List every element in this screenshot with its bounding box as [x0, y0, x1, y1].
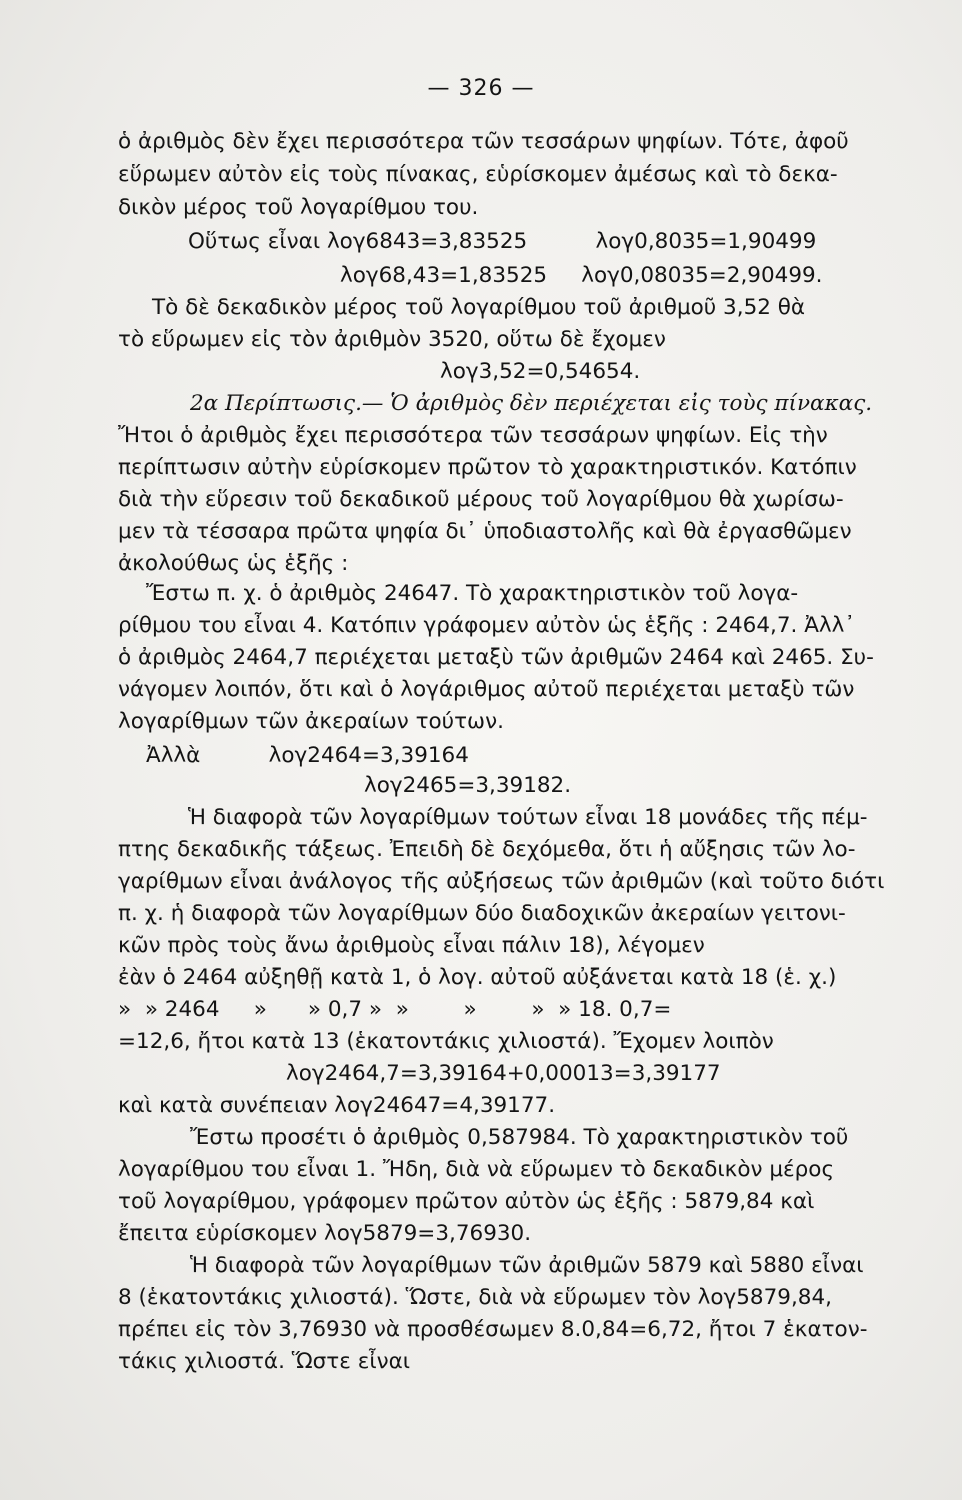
text-line: γαρίθμων εἶναι ἀνάλογος τῆς αὐξήσεως τῶν ἀριθμῶν (καὶ τοῦτο διότι — [118, 869, 885, 894]
text-line: εὕρωμεν αὐτὸν εἰς τοὺς πίνακας, εὑρίσκομεν ἀμέσως καὶ τὸ δεκα- — [118, 162, 838, 187]
text-line: πτης δεκαδικῆς τάξεως. Ἐπειδὴ δὲ δεχόμεθα, ὅτι ἡ αὔξησις τῶν λο- — [118, 837, 856, 862]
page-number: — 326 — — [427, 76, 535, 101]
equation-line: λογ2464,7=3,39164+0,00013=3,39177 — [286, 1061, 721, 1086]
text-line: Ἔστω προσέτι ὁ ἀριθμὸς 0,587984. Τὸ χαρακτηριστικὸν τοῦ — [190, 1125, 849, 1150]
equation-line: λογ3,52=0,54654. — [440, 359, 641, 384]
text-line: Ἡ διαφορὰ τῶν λογαρίθμων τούτων εἶναι 18 μονάδες τῆς πέμ- — [188, 805, 868, 830]
text-line: Ἤτοι ὁ ἀριθμὸς ἔχει περισσότερα τῶν τεσσάρων ψηφίων. Εἰς τὴν — [118, 423, 828, 448]
text-line: διὰ τὴν εὕρεσιν τοῦ δεκαδικοῦ μέρους τοῦ λογαρίθμου θὰ χωρίσω- — [118, 487, 844, 512]
text-line: ἐὰν ὁ 2464 αὐξηθῇ κατὰ 1, ὁ λογ. αὐτοῦ αὐξάνεται κατὰ 18 (ἑ. χ.) — [118, 965, 837, 990]
text-line: ἔπειτα εὑρίσκομεν λογ5879=3,76930. — [118, 1221, 532, 1246]
text-line: =12,6, ἤτοι κατὰ 13 (ἑκατοντάκις χιλιοστά). Ἔχομεν λοιπὸν — [118, 1029, 774, 1054]
text-line: τοῦ λογαρίθμου, γράφομεν πρῶτον αὐτὸν ὡς ἑξῆς : 5879,84 καὶ — [118, 1189, 815, 1214]
text-line: Ἔστω π. χ. ὁ ἀριθμὸς 24647. Τὸ χαρακτηριστικὸν τοῦ λογα- — [146, 581, 799, 606]
text-line: περίπτωσιν αὐτὴν εὑρίσκομεν πρῶτον τὸ χαρακτηριστικόν. Κατόπιν — [118, 455, 857, 480]
text-line: λογαρίθμου του εἶναι 1. Ἤδη, διὰ νὰ εὕρωμεν τὸ δεκαδικὸν μέρος — [118, 1157, 835, 1182]
text-line: 8 (ἑκατοντάκις χιλιοστά). Ὥστε, διὰ νὰ εὕρωμεν τὸν λογ5879,84, — [118, 1285, 832, 1310]
text-line: Ἡ διαφορὰ τῶν λογαρίθμων τῶν ἀριθμῶν 5879 καὶ 5880 εἶναι — [190, 1253, 864, 1278]
text-line: πρέπει εἰς τὸν 3,76930 νὰ προσθέσωμεν 8.0,84=6,72, ἤτοι 7 ἑκατον- — [118, 1317, 868, 1342]
text-line: ὁ ἀριθμὸς δὲν ἔχει περισσότερα τῶν τεσσάρων ψηφίων. Τότε, ἀφοῦ — [118, 129, 849, 154]
text-line: Τὸ δὲ δεκαδικὸν μέρος τοῦ λογαρίθμου τοῦ ἀριθμοῦ 3,52 θὰ — [152, 295, 806, 320]
text-line: ἀκολούθως ὡς ἑξῆς : — [118, 551, 349, 576]
equation-line: » » 2464 » » 0,7 » » » » » 18. 0,7= — [118, 997, 672, 1022]
text-line: π. χ. ἡ διαφορὰ τῶν λογαρίθμων δύο διαδοχικῶν ἀκεραίων γειτονι- — [118, 901, 846, 926]
section-heading: 2α Περίπτωσις.— Ὁ ἀριθμὸς δὲν περιέχεται εἰς τοὺς πίνακας. — [190, 391, 873, 416]
equation-line: Ἀλλὰ λογ2464=3,39164 — [146, 743, 469, 768]
text-line: ρίθμου του εἶναι 4. Κατόπιν γράφομεν αὐτὸν ὡς ἑξῆς : 2464,7. Ἀλλ᾽ — [118, 613, 856, 638]
text-line: τὸ εὕρωμεν εἰς τὸν ἀριθμὸν 3520, οὕτω δὲ ἔχομεν — [118, 327, 666, 352]
equation-line: Οὕτως εἶναι λογ6843=3,83525 λογ0,8035=1,90499 — [188, 229, 817, 254]
text-line: μεν τὰ τέσσαρα πρῶτα ψηφία δι᾽ ὑποδιαστολῆς καὶ θὰ ἐργασθῶμεν — [118, 519, 852, 544]
text-line: τάκις χιλιοστά. Ὥστε εἶναι — [118, 1349, 411, 1374]
text-line: καὶ κατὰ συνέπειαν λογ24647=4,39177. — [118, 1093, 556, 1118]
text-line: δικὸν μέρος τοῦ λογαρίθμου του. — [118, 195, 479, 220]
text-line: ὁ ἀριθμὸς 2464,7 περιέχεται μεταξὺ τῶν ἀριθμῶν 2464 καὶ 2465. Συ- — [118, 645, 874, 670]
text-line: κῶν πρὸς τοὺς ἄνω ἀριθμοὺς εἶναι πάλιν 18), λέγομεν — [118, 933, 705, 958]
equation-line: λογ68,43=1,83525 λογ0,08035=2,90499. — [340, 263, 823, 288]
text-line: νάγομεν λοιπόν, ὅτι καὶ ὁ λογάριθμος αὐτοῦ περιέχεται μεταξὺ τῶν — [118, 677, 855, 702]
equation-line: λογ2465=3,39182. — [364, 773, 572, 798]
text-line: λογαρίθμων τῶν ἀκεραίων τούτων. — [118, 709, 504, 734]
